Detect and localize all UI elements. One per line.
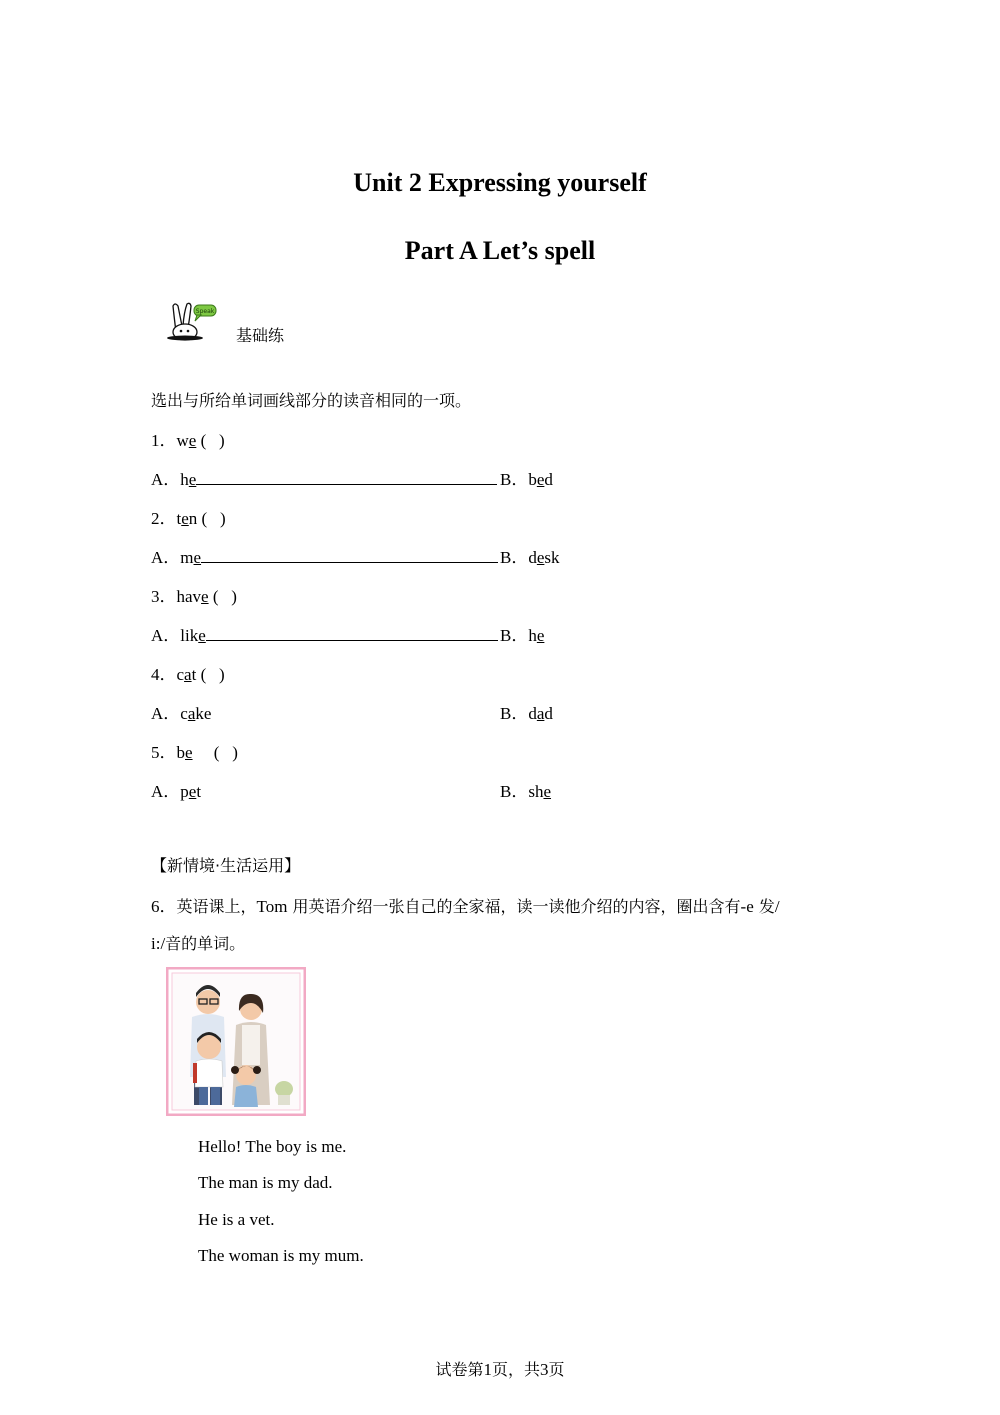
question-1: 1．we ( ): [151, 431, 225, 450]
question-5-option-a[interactable]: A．pet: [151, 782, 202, 801]
family-photo-icon: [166, 967, 306, 1116]
question-2-option-a[interactable]: A．me: [151, 543, 498, 568]
page-footer: 试卷第1页，共3页: [435, 1360, 565, 1379]
badge-text: Speak: [195, 308, 215, 315]
page-subtitle: Part A Let’s spell: [404, 236, 596, 265]
question-1-option-a[interactable]: A．he: [151, 465, 497, 490]
answer-line: [206, 640, 498, 641]
question-3-option-a[interactable]: A．like: [151, 621, 498, 646]
question-4: 4．cat ( ): [151, 665, 225, 684]
story-line: The man is my dad.: [198, 1173, 333, 1192]
instruction-text: 选出与所给单词画线部分的读音相同的一项。: [151, 391, 472, 410]
story-line: The woman is my mum.: [198, 1246, 364, 1265]
question-5: 5．be ( ): [151, 743, 238, 762]
page-title: Unit 2 Expressing yourself: [353, 168, 647, 197]
question-3-option-b[interactable]: B．he: [500, 626, 545, 645]
story-line: He is a vet.: [198, 1210, 275, 1229]
story-line: Hello! The boy is me.: [198, 1137, 347, 1156]
answer-line: [201, 562, 498, 563]
context-heading: 【新情境·生活运用】: [151, 856, 301, 875]
answer-line: [196, 484, 497, 485]
question-5-option-b[interactable]: B．she: [500, 782, 552, 801]
rabbit-mascot-icon: [166, 300, 224, 342]
question-4-option-a[interactable]: A．cake: [151, 704, 212, 723]
question-4-option-b[interactable]: B．dad: [500, 704, 553, 723]
question-6-line-1: 6．英语课上，Tom 用英语介绍一张自己的全家福，读一读他介绍的内容，圈出含有-e 发/: [151, 897, 780, 916]
question-3: 3．have ( ): [151, 587, 237, 606]
question-2: 2．ten ( ): [151, 509, 226, 528]
question-6-line-2: i:/音的单词。: [151, 934, 246, 953]
section-label: 基础练: [236, 326, 285, 345]
question-2-option-b[interactable]: B．desk: [500, 548, 560, 567]
question-1-option-b[interactable]: B．bed: [500, 470, 553, 489]
